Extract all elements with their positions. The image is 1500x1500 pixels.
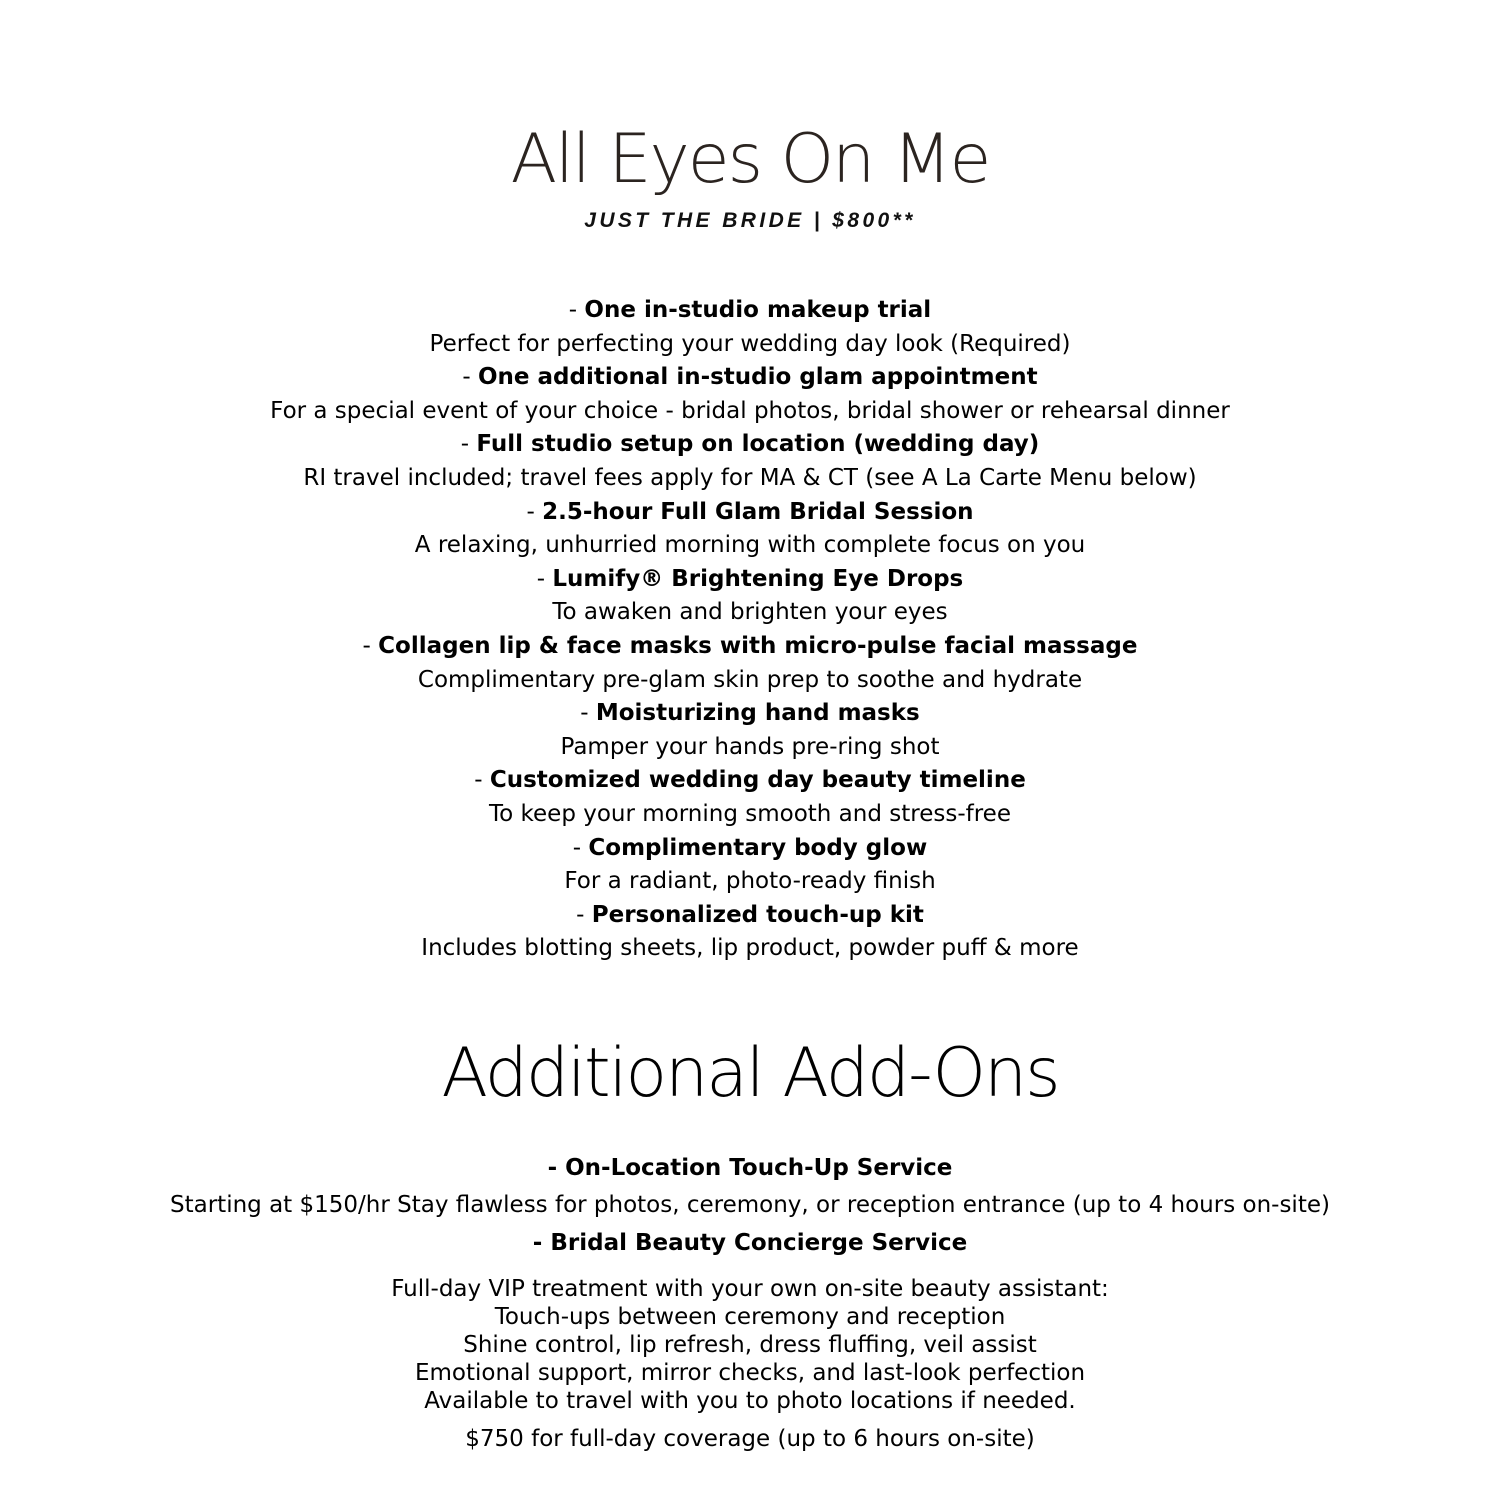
concierge-detail-line: Emotional support, mirror checks, and last-look perfection	[414, 1360, 1086, 1386]
concierge-detail-line: Touch-ups between ceremony and reception	[494, 1304, 1006, 1330]
inclusion-heading: - Collagen lip & face masks with micro-pulse facial massage	[362, 632, 1138, 659]
package-inclusions-list	[0, 294, 1500, 966]
inclusion-heading: - 2.5-hour Full Glam Bridal Session	[526, 498, 974, 525]
inclusion-heading: - Full studio setup on location (wedding day)	[460, 431, 1040, 458]
inclusion-heading: - Complimentary body glow	[572, 834, 928, 861]
package-title: All Eyes On Me	[510, 120, 990, 199]
inclusion-heading: - Moisturizing hand masks	[580, 700, 920, 727]
inclusion-description: For a special event of your choice - bridal photos, bridal shower or rehearsal dinner	[270, 397, 1230, 424]
addons-title: Additional Add-Ons	[441, 1034, 1059, 1113]
concierge-service-details	[0, 1275, 1500, 1415]
concierge-detail-line: Shine control, lip refresh, dress fluffing, veil assist	[463, 1332, 1037, 1358]
inclusion-description: RI travel included; travel fees apply for MA & CT (see A La Carte Menu below)	[303, 464, 1197, 491]
inclusion-heading: - Customized wedding day beauty timeline	[474, 767, 1026, 794]
inclusion-description: For a radiant, photo-ready finish	[564, 868, 936, 895]
inclusion-description: A relaxing, unhurried morning with complete focus on you	[414, 532, 1086, 559]
touch-up-service-description: Starting at $150/hr Stay flawless for photos, ceremony, or reception entrance (up to 4 hours on-site)	[170, 1192, 1330, 1218]
inclusion-description: Complimentary pre-glam skin prep to soothe and hydrate	[417, 666, 1083, 693]
concierge-service-heading: - Bridal Beauty Concierge Service	[532, 1230, 968, 1256]
inclusion-heading: - One in-studio makeup trial	[568, 297, 932, 323]
inclusion-description: Perfect for perfecting your wedding day look (Required)	[429, 330, 1071, 357]
inclusion-heading: - Lumify® Brightening Eye Drops	[536, 565, 964, 592]
inclusion-heading: - One additional in-studio glam appointment	[462, 364, 1038, 391]
touch-up-service-heading: - On-Location Touch-Up Service	[547, 1155, 953, 1181]
inclusion-heading: - Personalized touch-up kit	[576, 901, 924, 928]
concierge-detail-line: Full-day VIP treatment with your own on-site beauty assistant:	[391, 1276, 1109, 1302]
concierge-detail-line: Available to travel with you to photo locations if needed.	[424, 1388, 1076, 1414]
inclusion-description: Pamper your hands pre-ring shot	[560, 733, 940, 760]
inclusion-description: Includes blotting sheets, lip product, powder puff & more	[421, 935, 1079, 962]
inclusion-description: To keep your morning smooth and stress-free	[489, 800, 1011, 827]
concierge-price: $750 for full-day coverage (up to 6 hours on-site)	[465, 1426, 1035, 1452]
inclusion-description: To awaken and brighten your eyes	[552, 599, 948, 626]
package-subtitle: JUST THE BRIDE | $800**	[584, 209, 916, 232]
